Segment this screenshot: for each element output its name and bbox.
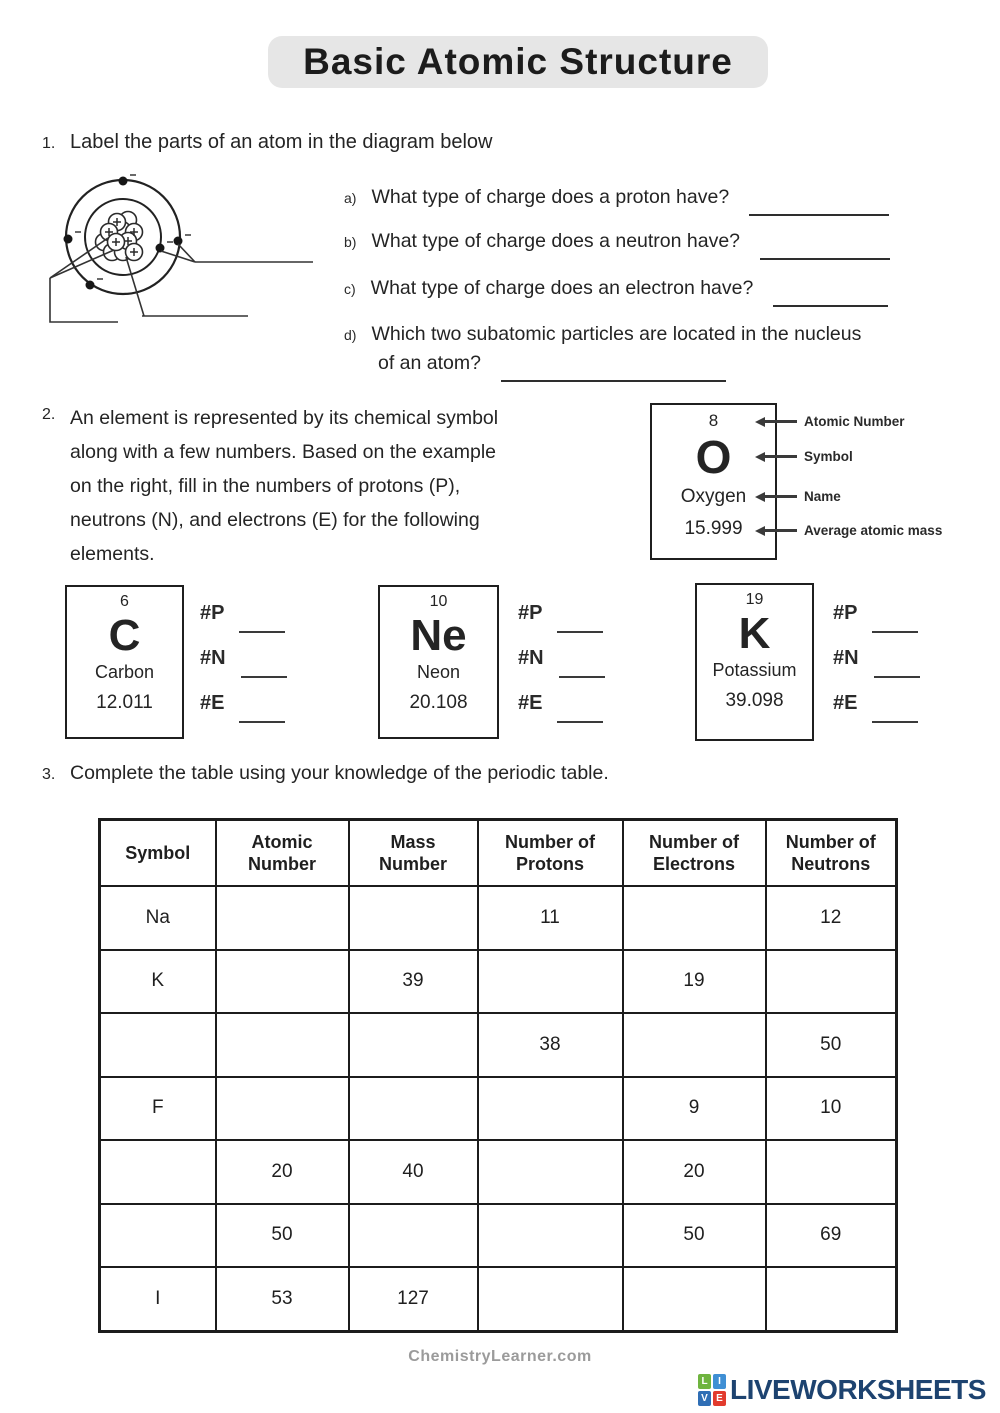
- cell-electrons[interactable]: [623, 1013, 766, 1077]
- cell-protons: 38: [478, 1013, 623, 1077]
- sub-question-c-text: What type of charge does an electron have?: [370, 277, 754, 299]
- left-arrow-icon: [755, 526, 765, 536]
- liveworksheets-wordmark: LIVEWORKSHEETS: [730, 1374, 986, 1405]
- average-atomic-mass-callout: [755, 523, 942, 538]
- cell-symbol: F: [100, 1077, 216, 1141]
- potassium-pne-group: [833, 597, 920, 732]
- neon-symbol: Ne: [410, 611, 467, 660]
- cell-protons[interactable]: [478, 1140, 623, 1204]
- header-number-of-neutrons: Number of Neutrons: [766, 820, 897, 887]
- example-atomic-number: 8: [708, 411, 719, 430]
- cell-neutrons: 10: [766, 1077, 897, 1141]
- cell-atomic-number[interactable]: [216, 1013, 349, 1077]
- carbon-protons-blank[interactable]: [239, 619, 285, 633]
- cell-mass-number[interactable]: [349, 1204, 478, 1268]
- cell-protons[interactable]: [478, 1077, 623, 1141]
- carbon-pne-group: [200, 597, 287, 732]
- answer-blank-d[interactable]: [501, 366, 726, 382]
- cell-neutrons[interactable]: [766, 1140, 897, 1204]
- sub-question-b-label: b): [344, 234, 357, 250]
- neon-neutrons-blank[interactable]: [559, 664, 605, 678]
- table-row: [100, 1013, 897, 1077]
- left-arrow-icon: [755, 417, 765, 427]
- protons-label: #P: [518, 602, 543, 624]
- atom-diagram: [30, 168, 350, 403]
- example-symbol: O: [695, 431, 732, 483]
- neon-electrons-blank[interactable]: [557, 709, 603, 723]
- electrons-label: #E: [518, 692, 543, 714]
- cell-protons[interactable]: [478, 950, 623, 1014]
- carbon-mass: 12.011: [96, 692, 153, 714]
- neutrons-label: #N: [833, 647, 859, 669]
- cell-electrons: 50: [623, 1204, 766, 1268]
- potassium-symbol: K: [738, 609, 771, 658]
- cell-atomic-number[interactable]: [216, 950, 349, 1014]
- atomic-number-label: Atomic Number: [804, 414, 905, 429]
- cell-neutrons: 50: [766, 1013, 897, 1077]
- cell-neutrons: 69: [766, 1204, 897, 1268]
- cell-neutrons[interactable]: [766, 1267, 897, 1331]
- table-row: [100, 886, 897, 950]
- cell-mass-number: 39: [349, 950, 478, 1014]
- cell-electrons[interactable]: [623, 886, 766, 950]
- symbol-callout: [755, 449, 853, 464]
- average-atomic-mass-label: Average atomic mass: [804, 523, 943, 538]
- cell-mass-number[interactable]: [349, 1013, 478, 1077]
- atomic-number-callout: [755, 414, 905, 429]
- carbon-neutrons-blank[interactable]: [241, 664, 287, 678]
- left-arrow-icon: [755, 452, 765, 462]
- sub-question-a: [344, 186, 889, 209]
- carbon-name: Carbon: [94, 662, 155, 683]
- sub-question-a-text: What type of charge does a proton have?: [371, 186, 730, 208]
- sub-question-b: [344, 230, 890, 253]
- cell-mass-number: 40: [349, 1140, 478, 1204]
- potassium-mass: 39.098: [725, 690, 784, 712]
- cell-mass-number: 127: [349, 1267, 478, 1331]
- carbon-symbol: C: [108, 611, 141, 660]
- table-row: [100, 950, 897, 1014]
- cell-electrons: 19: [623, 950, 766, 1014]
- header-mass-number: Mass Number: [349, 820, 478, 887]
- potassium-name: Potassium: [712, 660, 797, 681]
- cell-atomic-number: 20: [216, 1140, 349, 1204]
- cell-protons[interactable]: [478, 1267, 623, 1331]
- electrons-label: #E: [200, 692, 225, 714]
- sub-question-d-text2: of an atom?: [378, 352, 481, 374]
- cell-electrons: 9: [623, 1077, 766, 1141]
- cell-protons[interactable]: [478, 1204, 623, 1268]
- answer-blank-b[interactable]: [760, 244, 890, 260]
- sub-question-a-label: a): [344, 190, 357, 206]
- cell-symbol: Na: [100, 886, 216, 950]
- carbon-atomic-number: 6: [120, 593, 129, 610]
- element-card-neon: [378, 585, 499, 739]
- element-card-carbon: [65, 585, 184, 739]
- table-row: [100, 1140, 897, 1204]
- neon-atomic-number: 10: [429, 593, 448, 610]
- cell-symbol[interactable]: [100, 1013, 216, 1077]
- neon-name: Neon: [416, 662, 461, 683]
- neon-protons-blank[interactable]: [557, 619, 603, 633]
- sub-question-d: [344, 323, 861, 346]
- symbol-label: Symbol: [804, 449, 853, 464]
- sub-question-d-text: Which two subatomic particles are located in the nucleus: [371, 323, 862, 345]
- potassium-electrons-blank[interactable]: [872, 709, 918, 723]
- sub-question-b-text: What type of charge does a neutron have?: [371, 230, 741, 252]
- cell-neutrons: 12: [766, 886, 897, 950]
- potassium-neutrons-blank[interactable]: [874, 664, 920, 678]
- name-label: Name: [804, 489, 841, 504]
- neon-pne-group: [518, 597, 605, 732]
- protons-label: #P: [200, 602, 225, 624]
- q2-text: An element is represented by its chemical symbol along with a few numbers. Based on the example on the right, fill in the numbers of protons (P), neutrons (N), and electrons (E) for the following elements.: [70, 407, 499, 565]
- cell-symbol: K: [100, 950, 216, 1014]
- q3-number: 3.: [42, 766, 56, 783]
- liveworksheets-icon: L I V E: [698, 1374, 726, 1406]
- table-header-row: [100, 820, 897, 887]
- sub-question-c: [344, 277, 888, 300]
- example-mass: 15.999: [684, 518, 743, 540]
- answer-blank-a[interactable]: [749, 200, 889, 216]
- header-atomic-number: Atomic Number: [216, 820, 349, 887]
- cell-atomic-number: 50: [216, 1204, 349, 1268]
- q2-number: 2.: [42, 406, 56, 423]
- page-title: Basic Atomic Structure: [268, 36, 768, 88]
- header-number-of-electrons: Number of Electrons: [623, 820, 766, 887]
- example-name: Oxygen: [680, 486, 747, 508]
- atom-diagram-svg: [30, 168, 350, 398]
- cell-mass-number[interactable]: [349, 886, 478, 950]
- potassium-atomic-number: 19: [745, 591, 764, 608]
- liveworksheets-logo: [698, 1374, 986, 1406]
- table-row: [100, 1077, 897, 1141]
- cell-protons: 11: [478, 886, 623, 950]
- cell-neutrons[interactable]: [766, 950, 897, 1014]
- answer-blank-c[interactable]: [773, 291, 888, 307]
- q3-text: Complete the table using your knowledge of the periodic table.: [70, 762, 609, 784]
- cell-electrons: 20: [623, 1140, 766, 1204]
- q1-number: 1.: [42, 135, 56, 152]
- cell-mass-number[interactable]: [349, 1077, 478, 1141]
- header-symbol: Symbol: [100, 820, 216, 887]
- name-callout: [755, 489, 841, 504]
- protons-label: #P: [833, 602, 858, 624]
- cell-atomic-number[interactable]: [216, 1077, 349, 1141]
- source-credit: ChemistryLearner.com: [408, 1348, 592, 1365]
- carbon-electrons-blank[interactable]: [239, 709, 285, 723]
- neutrons-label: #N: [200, 647, 226, 669]
- potassium-protons-blank[interactable]: [872, 619, 918, 633]
- neon-mass: 20.108: [409, 692, 468, 714]
- periodic-table-exercise: [98, 818, 898, 1333]
- electrons-label: #E: [833, 692, 858, 714]
- table-row: [100, 1204, 897, 1268]
- cell-atomic-number: 53: [216, 1267, 349, 1331]
- q1-text: Label the parts of an atom in the diagram below: [70, 131, 493, 153]
- table-row: [100, 1267, 897, 1331]
- cell-electrons[interactable]: [623, 1267, 766, 1331]
- header-number-of-protons: Number of Protons: [478, 820, 623, 887]
- sub-question-d-label: d): [344, 327, 357, 343]
- left-arrow-icon: [755, 492, 765, 502]
- cell-atomic-number[interactable]: [216, 886, 349, 950]
- cell-symbol[interactable]: [100, 1204, 216, 1268]
- neutrons-label: #N: [518, 647, 544, 669]
- sub-question-d-line2: [378, 352, 726, 375]
- cell-symbol: I: [100, 1267, 216, 1331]
- sub-question-c-label: c): [344, 281, 356, 297]
- element-card-potassium: [695, 583, 814, 741]
- cell-symbol[interactable]: [100, 1140, 216, 1204]
